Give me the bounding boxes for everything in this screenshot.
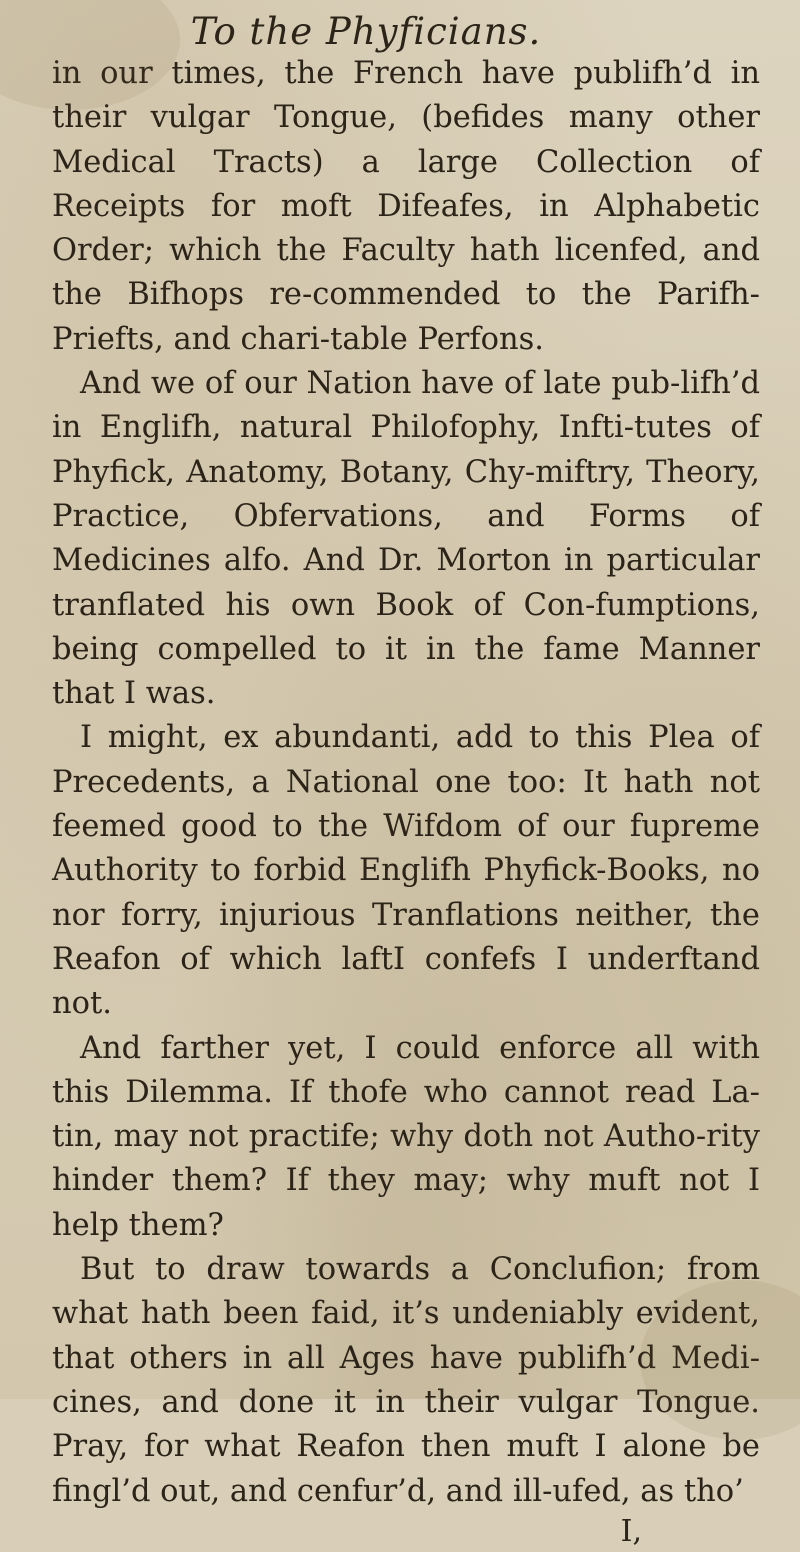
paragraph: And farther yet, I could enforce all with this Dilemma. If thofe who cannot read La-tin, may not practife; why doth not Autho-rity hinder them? If they may; why muft not I help them? bbox=[52, 1030, 760, 1243]
running-head: To the Phyficians. bbox=[190, 10, 542, 53]
paragraph: in our times, the French have publifh’d in their vulgar Tongue, (befides many other Medical Tracts) a large Collection of Receipts for moft Difeafes, in Alphabetic Order; which the Faculty hath licenfed, and the Bifhops re-commended to the Parifh-Priefts, and chari-table Perfons. bbox=[52, 56, 760, 357]
catchword: I, bbox=[620, 1513, 642, 1549]
paragraph: I might, ex abundanti, add to this Plea of Precedents, a National one too: It hath not feemed good to the Wifdom of our fupreme Authority to forbid Englifh Phyfick-Books, no nor forry, injurious Tranflations neither, the Reafon of which laftI confefs I underftand not. bbox=[52, 720, 760, 1022]
body-text bbox=[52, 52, 760, 1514]
paragraph: And we of our Nation have of late pub-lifh’d in Englifh, natural Philofophy, Infti-tutes of Phyfick, Anatomy, Botany, Chy-miftry, Theory, Practice, Obfervations, and Forms of Medicines alfo. And Dr. Morton in particular tranflated his own Book of Con-fumptions, being compelled to it in the fame Manner that I was. bbox=[52, 366, 760, 712]
paragraph: But to draw towards a Conclufion; from what hath been faid, it’s undeniably evident, that others in all Ages have publifh’d Medi-cines, and done it in their vulgar Tongue. Pray, for what Reafon then muft I alone be fingl’d out, and cenfur’d, and ill-ufed, as tho’ bbox=[52, 1252, 760, 1509]
